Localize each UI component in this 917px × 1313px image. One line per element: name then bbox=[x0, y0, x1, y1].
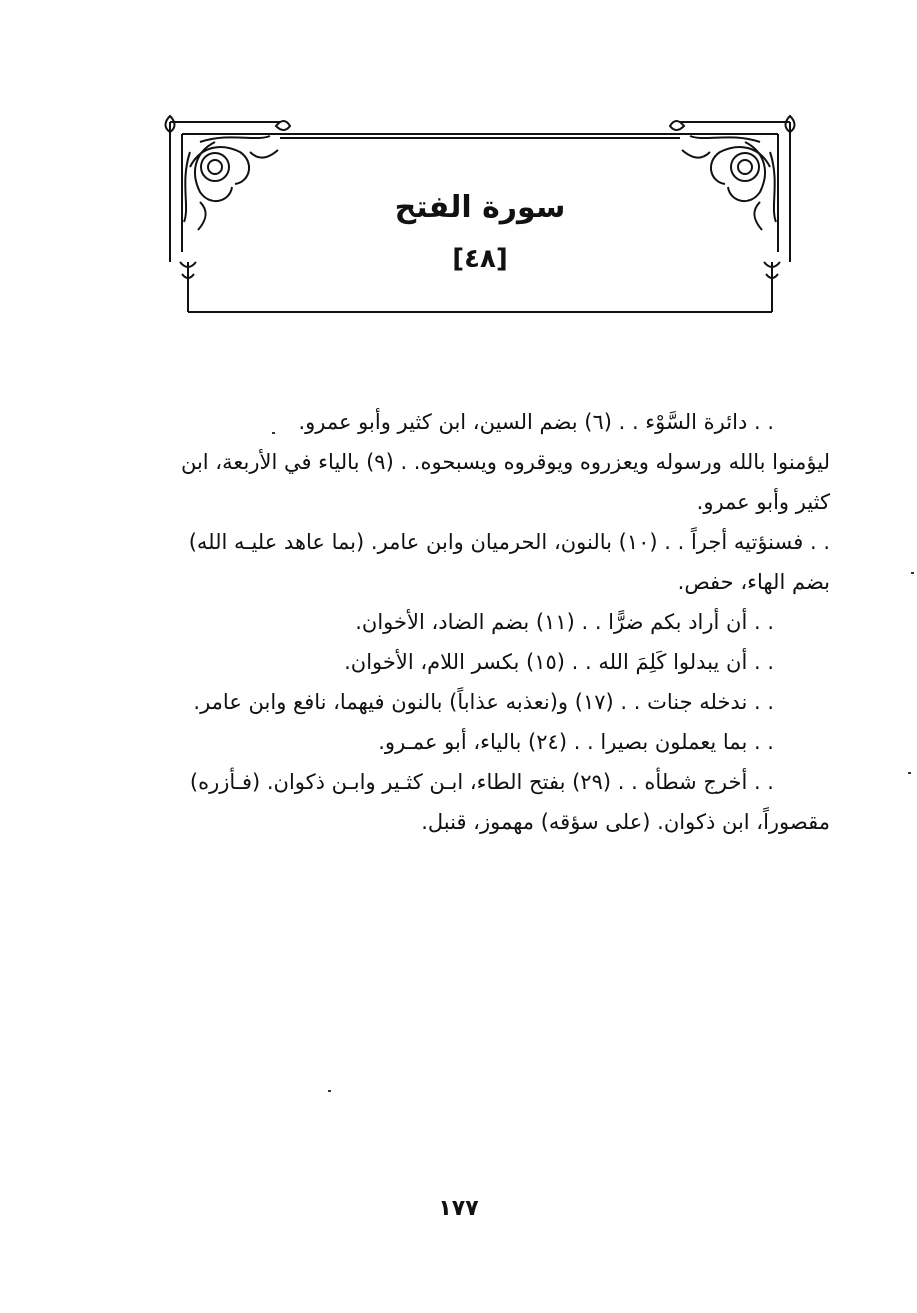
text-line: . . فسنؤتيه أجراً . . (١٠) بالنون، الحرميان وابن عامر. (بما عاهد عليـه الله) bbox=[188, 530, 830, 554]
text-line: . . أن أراد بكم ضرًّا . . (١١) بضم الضاد، الأخوان. bbox=[355, 610, 774, 634]
scan-speck bbox=[328, 1090, 331, 1092]
text-line: مقصوراً، ابن ذكوان. (على سؤقه) مهموز، قنبل. bbox=[421, 810, 830, 834]
text-line: . . دائرة السَّوْء . . (٦) بضم السين، ابن كثير وأبو عمرو. bbox=[298, 410, 774, 434]
page-body-text bbox=[138, 402, 830, 842]
scan-speck bbox=[908, 772, 911, 774]
page-number: ١٧٧ bbox=[438, 1196, 479, 1221]
surah-title: سورة الفتح bbox=[394, 190, 566, 225]
scan-speck bbox=[272, 432, 275, 434]
text-line: . . ندخله جنات . . (١٧) و(نعذبه عذاباً) بالنون فيهما، نافع وابن عامر. bbox=[193, 690, 774, 714]
text-line: ليؤمنوا بالله ورسوله ويعزروه ويوقروه ويسبحوه. . (٩) بالياء في الأربعة، ابن bbox=[180, 450, 830, 474]
surah-number: [٤٨] bbox=[452, 244, 508, 274]
ornamental-header-frame bbox=[160, 112, 800, 322]
text-line: . . أخرج شطأه . . (٢٩) بفتح الطاء، ابـن كثـير وابـن ذكوان. (فـأزره) bbox=[189, 770, 774, 794]
text-line: كثير وأبو عمرو. bbox=[696, 490, 830, 514]
scan-speck bbox=[911, 572, 914, 574]
text-line: بضم الهاء، حفص. bbox=[677, 570, 830, 594]
text-line: . . بما يعملون بصيرا . . (٢٤) بالياء، أبو عمـرو. bbox=[378, 730, 774, 754]
text-line: . . أن يبدلوا كَلِمَ الله . . (١٥) بكسر اللام، الأخوان. bbox=[344, 650, 774, 674]
